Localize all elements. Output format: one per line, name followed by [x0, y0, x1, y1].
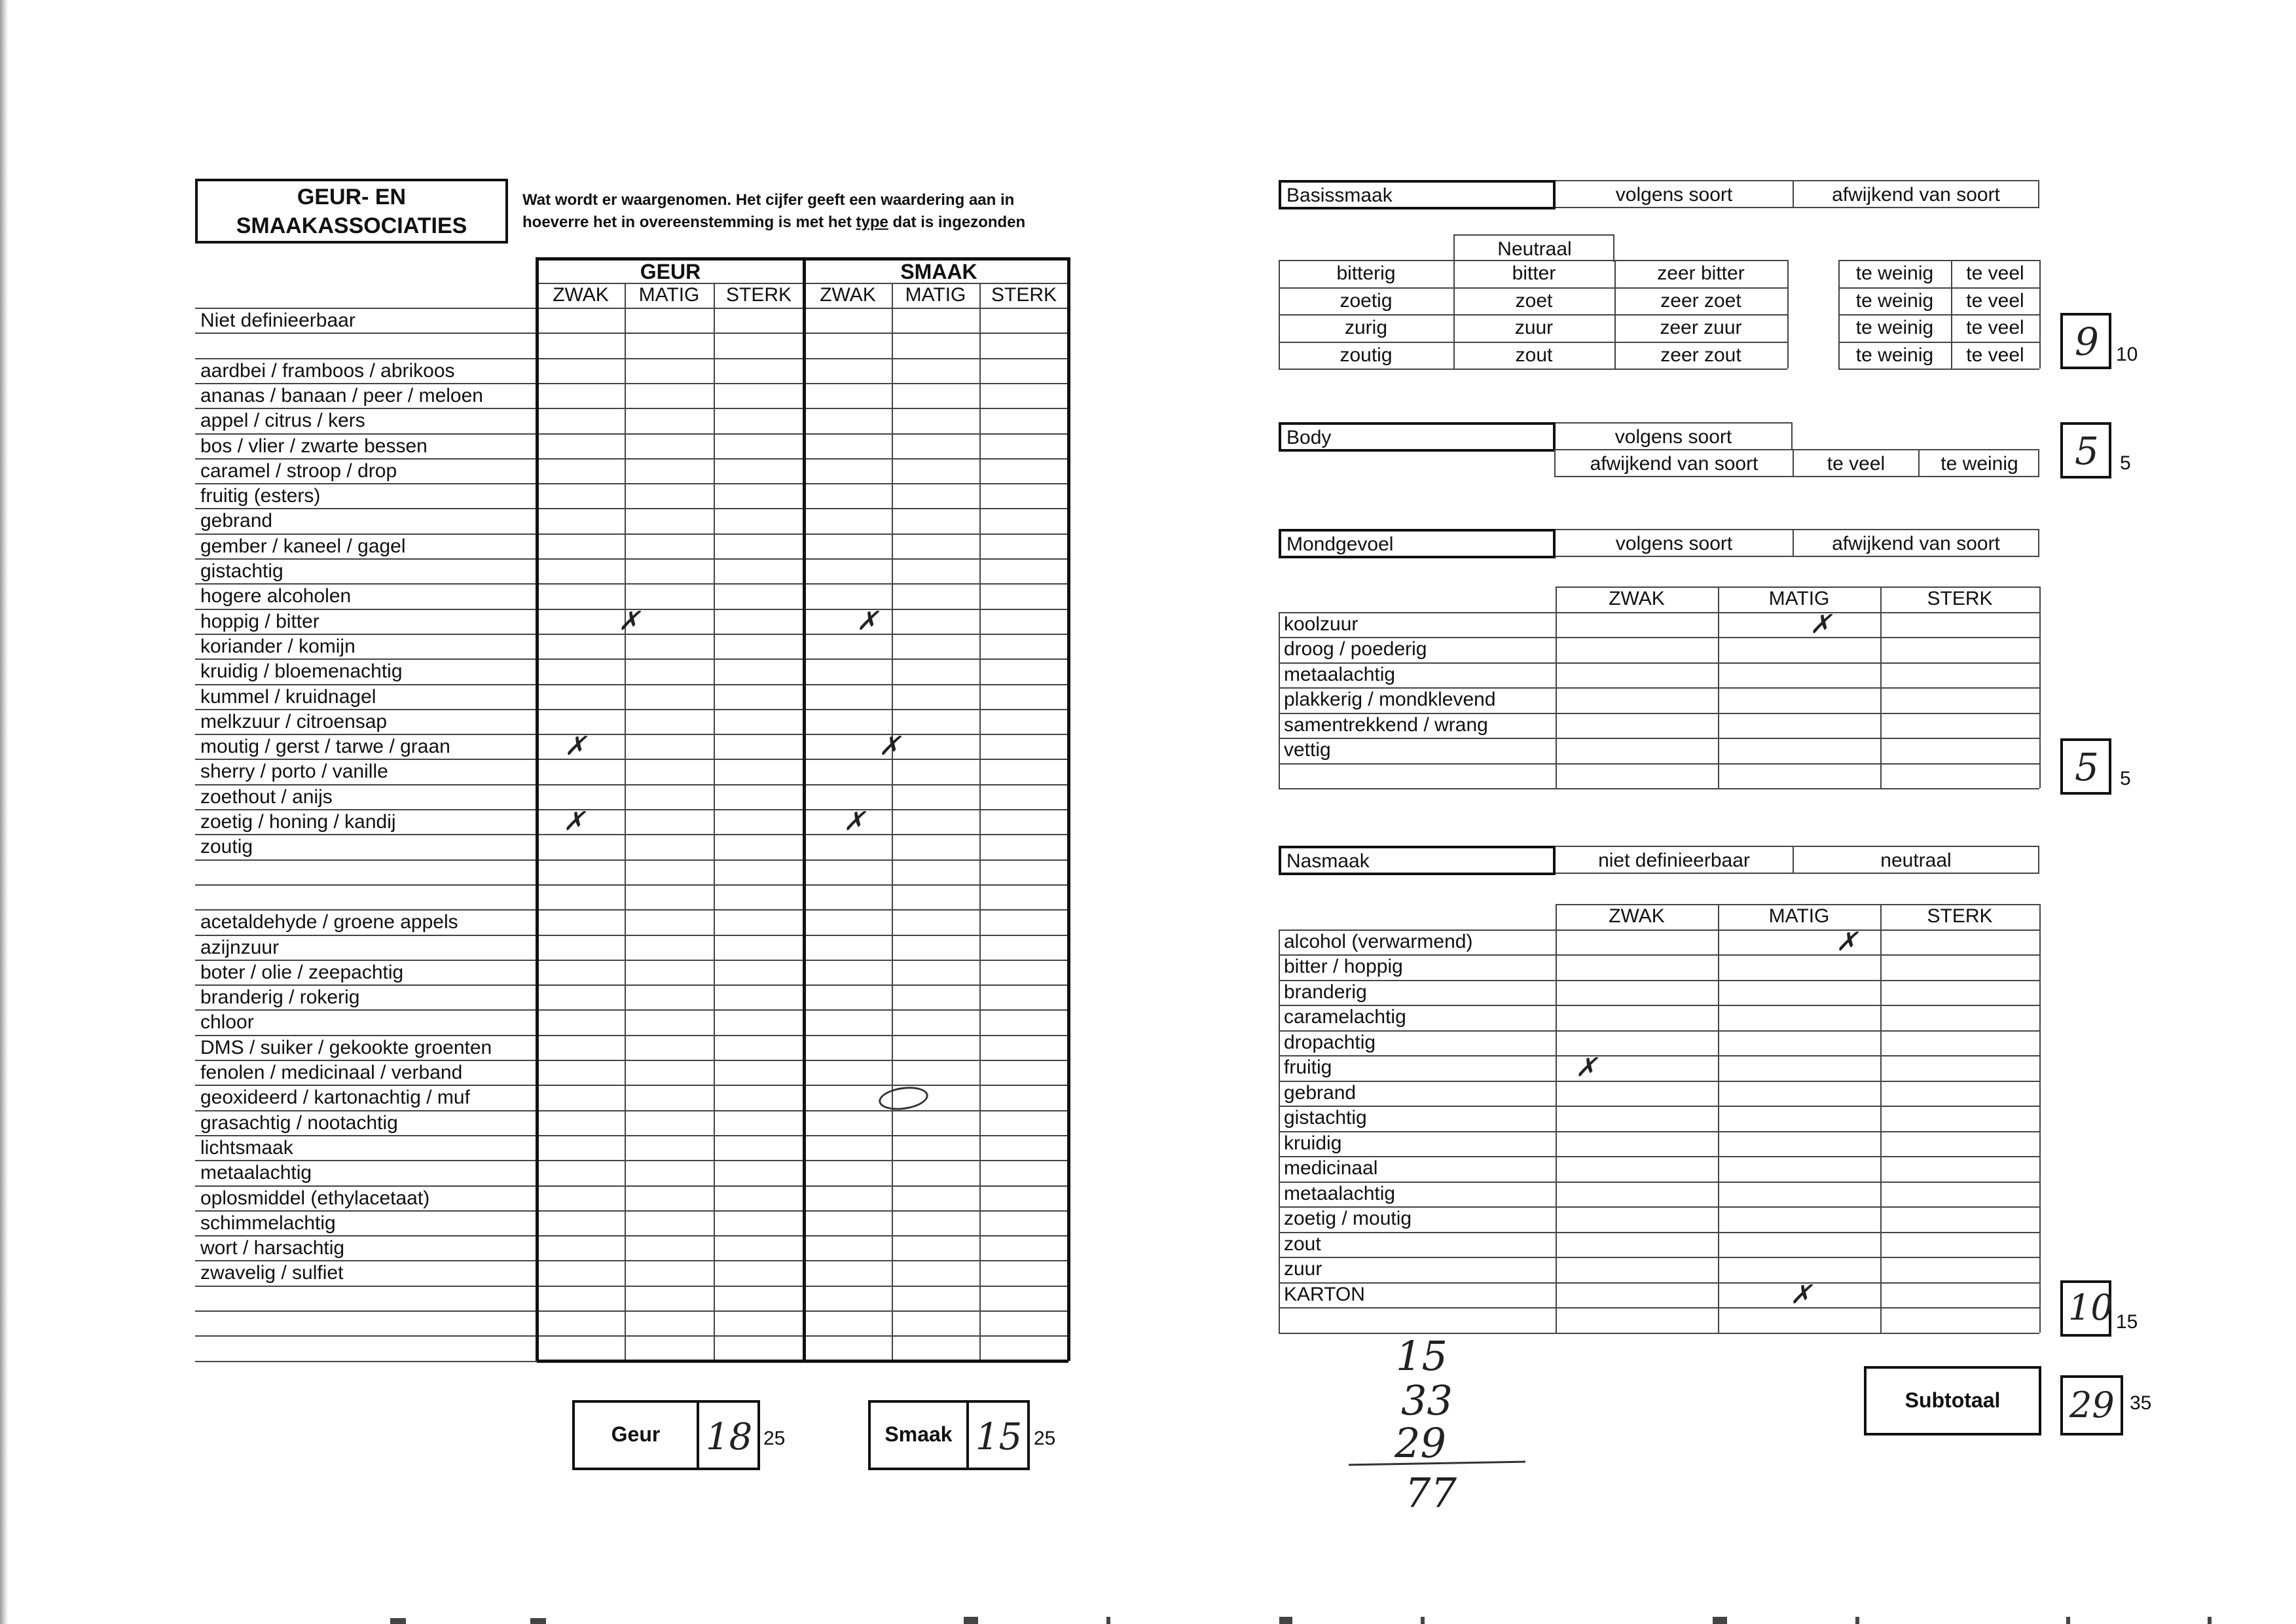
row-label: zout: [1284, 1233, 1321, 1255]
association-row-label: caramel / stroop / drop: [200, 460, 397, 482]
association-row-label: hoppig / bitter: [200, 610, 319, 632]
association-row-label: ananas / banaan / peer / meloen: [200, 384, 483, 406]
taste-cell: zeer zoet: [1660, 289, 1741, 312]
row-label: medicinaal: [1284, 1157, 1378, 1179]
body-volgens-soort: volgens soort: [1614, 426, 1732, 448]
intro-line1: Wat wordt er waargenomen. Het cijfer geeft een waardering aan in: [522, 191, 1015, 209]
body-label-box: Body: [1279, 422, 1556, 452]
column-matig: MATIG: [1768, 905, 1830, 927]
association-row-label: metaalachtig: [200, 1162, 312, 1184]
row-label: dropachtig: [1284, 1031, 1376, 1053]
association-row-label: kummel / kruidnagel: [200, 685, 376, 708]
nasmaak-score-box: 10: [2060, 1280, 2111, 1337]
smaak-score-value: 15: [975, 1416, 1023, 1458]
taste-cell: te weinig: [1855, 289, 1934, 312]
row-label: metaalachtig: [1284, 663, 1396, 685]
association-row-label: zwavelig / sulfiet: [200, 1262, 344, 1284]
basissmaak-max: 10: [2116, 344, 2138, 365]
smaak-column-header: SMAAK: [900, 260, 977, 283]
mondgevoel-label-box: Mondgevoel: [1279, 529, 1556, 558]
smaak-score-box: [868, 1400, 1030, 1470]
intro-line2: hoeverre het in overeenstemming is met het type dat is ingezonden: [522, 213, 1026, 231]
footer-mark: [1279, 1617, 1292, 1624]
geur-score-label: Geur: [611, 1422, 661, 1446]
taste-cell: te weinig: [1855, 262, 1934, 284]
taste-cell: te weinig: [1855, 317, 1934, 338]
row-label: vettig: [1284, 739, 1331, 761]
section-title-line2: SMAAKASSOCIATIES: [236, 213, 467, 238]
taste-cell: te veel: [1966, 262, 2024, 284]
association-row-label: hogere alcoholen: [200, 585, 352, 607]
association-row-label: oplosmiddel (ethylacetaat): [200, 1187, 430, 1209]
column-zwak-geur: ZWAK: [553, 284, 609, 306]
basissmaak-afwijkend: afwijkend van soort: [1832, 184, 2000, 206]
taste-cell: zurig: [1344, 317, 1388, 338]
association-row-label: branderig / rokerig: [200, 986, 360, 1009]
check-mark: ✗: [1836, 926, 1858, 957]
check-mark: ✗: [563, 806, 585, 837]
row-label: gistachtig: [1284, 1107, 1367, 1128]
body-te-veel: te veel: [1827, 453, 1886, 475]
check-mark: ✗: [1810, 609, 1832, 640]
smaak-score-max: 25: [1034, 1428, 1056, 1449]
smaak-score-label: Smaak: [884, 1422, 953, 1446]
association-row-label: acetaldehyde / groene appels: [200, 911, 458, 933]
column-sterk-smaak: STERK: [991, 284, 1057, 306]
column-zwak: ZWAK: [1609, 905, 1665, 927]
subtotaal-score-box: 29: [2060, 1375, 2123, 1435]
column-matig-smaak: MATIG: [905, 284, 966, 306]
association-row-label: azijnzuur: [200, 936, 280, 958]
association-row-label: grasachtig / nootachtig: [200, 1111, 398, 1134]
handwritten-calc-3: 29: [1394, 1419, 1446, 1467]
association-row-label: zoetig / honing / kandij: [200, 811, 396, 833]
taste-cell: te weinig: [1855, 344, 1934, 366]
association-row-label: zoethout / anijs: [200, 785, 333, 808]
association-row-label: fenolen / medicinaal / verband: [200, 1062, 463, 1083]
association-row-label: sherry / porto / vanille: [200, 761, 388, 783]
row-label: branderig: [1284, 981, 1367, 1003]
row-label: gebrand: [1284, 1081, 1357, 1104]
section-title-box: [195, 179, 508, 244]
row-label: plakkerig / mondklevend: [1284, 689, 1496, 710]
row-label: caramelachtig: [1284, 1006, 1406, 1028]
row-label: bitter / hoppig: [1284, 956, 1403, 977]
association-row-label: zoutig: [200, 836, 253, 858]
body-score-box: 5: [2060, 422, 2111, 478]
row-label: zoetig / moutig: [1284, 1208, 1412, 1229]
section-title-line1: GEUR- EN: [297, 184, 407, 209]
mondgevoel-max: 5: [2120, 768, 2131, 789]
column-zwak-smaak: ZWAK: [820, 284, 876, 306]
nasmaak-label-box: Nasmaak: [1279, 846, 1556, 875]
footer-mark: [2066, 1617, 2070, 1624]
check-mark: ✗: [879, 731, 901, 762]
taste-cell: zout: [1515, 344, 1553, 366]
geur-score-max: 25: [763, 1428, 786, 1449]
association-row-label: gebrand: [200, 510, 273, 532]
column-zwak: ZWAK: [1609, 588, 1665, 609]
taste-cell: te veel: [1966, 289, 2024, 312]
footer-mark: [1713, 1617, 1727, 1624]
column-sterk-geur: STERK: [725, 284, 792, 306]
check-mark: ✗: [1790, 1279, 1812, 1310]
taste-cell: bitterig: [1336, 262, 1396, 284]
nasmaak-neutraal: neutraal: [1880, 850, 1952, 871]
association-row-label: moutig / gerst / tarwe / graan: [200, 736, 450, 758]
column-sterk: STERK: [1927, 588, 1993, 609]
row-label: kruidig: [1284, 1132, 1342, 1154]
handwritten-calc-1: 15: [1396, 1332, 1448, 1380]
type-word: type: [856, 213, 888, 231]
mondgevoel-afwijkend: afwijkend van soort: [1832, 533, 2000, 554]
association-row-label: boter / olie / zeepachtig: [200, 961, 404, 983]
row-label: koolzuur: [1284, 613, 1358, 635]
taste-cell: zeer zuur: [1660, 317, 1742, 338]
basissmaak-options: [1556, 180, 2039, 208]
footer-mark: [1106, 1617, 1110, 1624]
association-row-label: lichtsmaak: [200, 1136, 293, 1159]
taste-cell: te veel: [1966, 317, 2024, 338]
association-row-label: appel / citrus / kers: [200, 410, 365, 432]
row-label: droog / poederig: [1284, 638, 1427, 660]
association-row-label: Niet definieerbaar: [200, 310, 355, 331]
taste-cell: zeer bitter: [1657, 262, 1745, 284]
column-matig-geur: MATIG: [638, 284, 700, 306]
basissmaak-volgens-soort: volgens soort: [1615, 184, 1733, 206]
association-row-label: kruidig / bloemenachtig: [200, 660, 403, 683]
footer-mark: [1421, 1617, 1425, 1624]
check-mark: ✗: [1575, 1053, 1597, 1083]
taste-cell: te veel: [1966, 344, 2024, 366]
check-mark: ✗: [564, 731, 587, 762]
association-row-label: aardbei / framboos / abrikoos: [200, 359, 455, 382]
subtotaal-max: 35: [2130, 1392, 2152, 1414]
row-label: KARTON: [1284, 1283, 1365, 1305]
footer-mark: [1855, 1617, 1859, 1624]
check-mark: ✗: [618, 605, 640, 636]
association-row-label: koriander / komijn: [200, 635, 355, 657]
row-label: metaalachtig: [1284, 1182, 1396, 1204]
association-row-label: melkzuur / citroensap: [200, 710, 388, 732]
association-row-label: geoxideerd / kartonachtig / muf: [200, 1087, 470, 1109]
column-matig: MATIG: [1768, 588, 1830, 609]
geur-score-value: 18: [706, 1416, 753, 1458]
row-label: alcohol (verwarmend): [1284, 930, 1473, 952]
basissmaak-score-box: 9: [2060, 313, 2111, 369]
association-row-label: gember / kaneel / gagel: [200, 535, 406, 557]
footer-mark: [530, 1618, 546, 1624]
nasmaak-max: 15: [2116, 1311, 2138, 1333]
nasmaak-niet-definieerbaar: niet definieerbaar: [1598, 850, 1750, 871]
body-afwijkend: afwijkend van soort: [1590, 453, 1758, 475]
association-row-label: bos / vlier / zwarte bessen: [200, 435, 428, 457]
association-row-label: DMS / suiker / gekookte groenten: [200, 1036, 492, 1058]
scan-edge: [0, 0, 8, 1624]
row-label: zuur: [1284, 1258, 1322, 1280]
association-row-label: schimmelachtig: [200, 1212, 336, 1234]
column-sterk: STERK: [1927, 905, 1993, 927]
taste-cell: zeer zout: [1660, 344, 1741, 366]
circle-mark: [877, 1084, 930, 1113]
association-row-label: chloor: [200, 1011, 254, 1034]
row-label: samentrekkend / wrang: [1284, 713, 1488, 736]
geur-score-box: [572, 1400, 760, 1470]
body-te-weinig: te weinig: [1941, 453, 2018, 475]
check-mark: ✗: [856, 605, 879, 636]
footer-mark: [964, 1617, 978, 1624]
taste-cell: zoutig: [1339, 344, 1393, 366]
geur-column-header: GEUR: [640, 260, 701, 283]
taste-cell: zuur: [1514, 317, 1554, 338]
taste-cell: bitter: [1512, 262, 1556, 284]
body-max: 5: [2120, 452, 2131, 474]
row-label: fruitig: [1284, 1056, 1332, 1078]
handwritten-calc-2: 33: [1401, 1377, 1453, 1424]
handwritten-calc-total: 77: [1405, 1469, 1457, 1517]
intro-text: [522, 189, 1025, 234]
subtotaal-box: Subtotaal: [1864, 1366, 2041, 1435]
footer-mark: [390, 1618, 406, 1624]
neutraal-header: Neutraal: [1453, 234, 1614, 262]
footer-mark: [2208, 1617, 2212, 1624]
taste-cell: zoetig: [1339, 289, 1393, 312]
basissmaak-label-box: Basissmaak: [1279, 180, 1556, 209]
association-row-label: wort / harsachtig: [200, 1237, 345, 1259]
mondgevoel-volgens-soort: volgens soort: [1615, 533, 1733, 554]
check-mark: ✗: [843, 806, 866, 837]
taste-cell: zoet: [1515, 289, 1553, 312]
mondgevoel-score-box: 5: [2060, 738, 2111, 795]
association-row-label: gistachtig: [200, 560, 283, 582]
association-row-label: fruitig (esters): [200, 485, 321, 507]
